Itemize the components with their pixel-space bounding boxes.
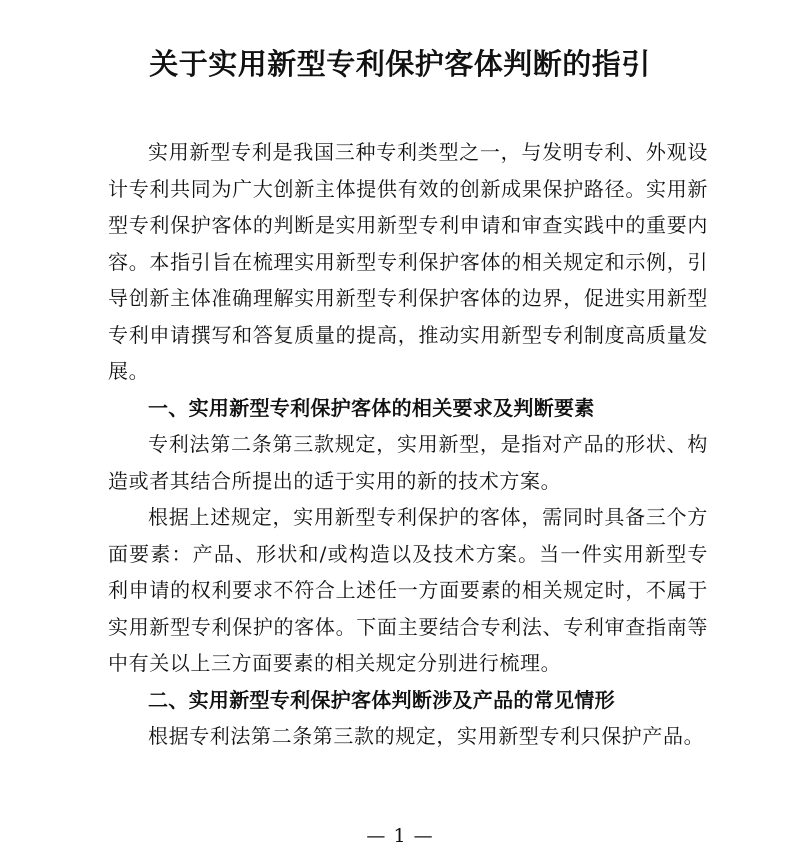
paragraph-law-definition: 专利法第二条第三款规定，实用新型，是指对产品的形状、构造或者其结合所提出的适于实用的新的技术方案。 bbox=[108, 432, 708, 493]
paragraph-three-elements: 根据上述规定，实用新型专利保护的客体，需同时具备三个方面要素：产品、形状和/或构造以及技术方案。当一件实用新型专利申请的权利要求不符合上述任一方面要素的相关规定时，不属于实用新型专利保护的客体。下面主要结合专利法、专利审查指南等中有关以上三方面要素的相关规定分别进行梳理。 bbox=[108, 505, 708, 675]
page-number: — 1 — bbox=[366, 825, 434, 847]
section-heading-1: 一、实用新型专利保护客体的相关要求及判断要素 bbox=[148, 395, 595, 420]
document-body bbox=[108, 134, 708, 755]
document-title: 关于实用新型专利保护客体判断的指引 bbox=[149, 47, 651, 81]
paragraph-product-only: 根据专利法第二条第三款的规定，实用新型专利只保护产品。 bbox=[148, 724, 705, 748]
paragraph-intro: 实用新型专利是我国三种专利类型之一，与发明专利、外观设计专利共同为广大创新主体提供有效的创新成果保护路径。实用新型专利保护客体的判断是实用新型专利申请和审查实践中的重要内容。本指引旨在梳理实用新型专利保护客体的相关规定和示例，引导创新主体准确理解实用新型专利保护客体的边界，促进实用新型专利申请撰写和答复质量的提高，推动实用新型专利制度高质量发展。 bbox=[108, 140, 708, 383]
section-heading-2: 二、实用新型专利保护客体判断涉及产品的常见情形 bbox=[148, 687, 615, 712]
